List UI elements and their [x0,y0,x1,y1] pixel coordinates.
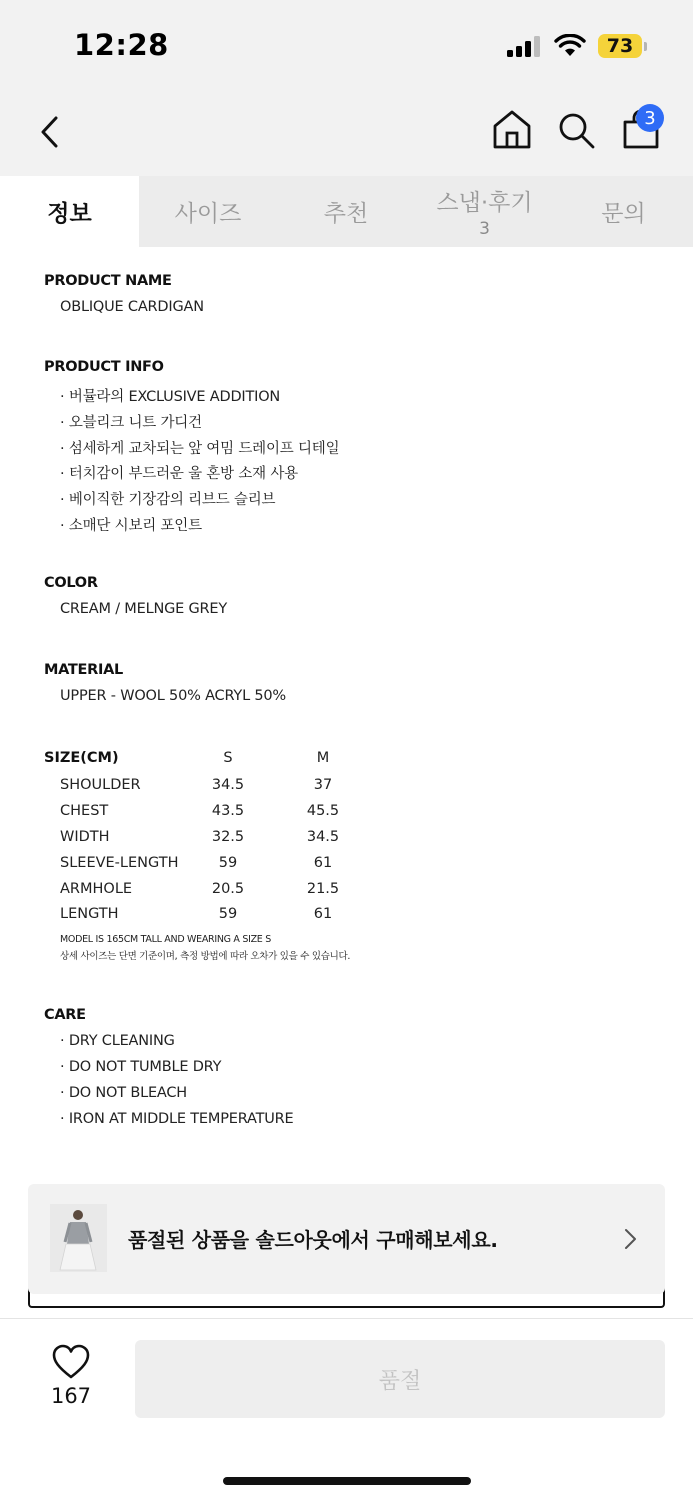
soldout-button[interactable]: 품절 [135,1340,665,1418]
chevron-right-icon[interactable] [620,1226,640,1252]
product-info-item: · 섬세하게 교차되는 앞 여밈 드레이프 디테일 [60,441,340,457]
tab-inquiry-label: 문의 [601,201,646,227]
product-info-item: · 오블리크 니트 가디건 [60,415,202,431]
product-info-item: · 소매단 시보리 포인트 [60,518,202,534]
tab-inquiry[interactable] [554,176,693,247]
search-icon[interactable] [556,110,596,150]
tab-recommend-label: 추천 [323,201,369,227]
product-name: OBLIQUE CARDIGAN [60,299,204,315]
tab-size[interactable] [139,176,277,247]
size-note-model: MODEL IS 165CM TALL AND WEARING A SIZE S [60,934,271,945]
size-m-value: 61 [313,906,333,922]
size-m-value: 61 [313,855,333,871]
product-thumbnail [50,1204,107,1272]
tab-size-label: 사이즈 [174,201,242,227]
table-row [0,881,693,901]
home-icon[interactable] [491,108,533,150]
size-m-value: 21.5 [306,881,340,897]
status-icons [506,32,647,60]
table-row [0,777,693,797]
product-info-item: · 버뮬라의 EXCLUSIVE ADDITION [60,389,281,405]
size-column-m: M [316,750,330,766]
battery-tip [644,42,647,51]
size-title: SIZE(CM) [44,750,119,766]
size-row-label: SHOULDER [60,777,141,793]
care-item: · DRY CLEANING [60,1033,175,1049]
size-m-value: 37 [313,777,333,793]
size-column-s: S [223,750,233,766]
tab-snap-review-label: 스냅·후기 [436,190,533,216]
size-s-value: 34.5 [211,777,245,793]
material-value: UPPER - WOOL 50% ACRYL 50% [60,688,286,704]
product-info-item: · 터치감이 부드러운 울 혼방 소재 사용 [60,466,298,482]
status-bar [0,0,693,90]
tab-info-label: 정보 [47,201,92,227]
size-m-value: 34.5 [306,829,340,845]
color-title: COLOR [44,575,98,591]
care-item: · IRON AT MIDDLE TEMPERATURE [60,1111,294,1127]
product-info-item: · 베이직한 기장감의 리브드 슬리브 [60,492,276,508]
size-s-value: 43.5 [211,803,245,819]
product-name-title: PRODUCT NAME [44,273,172,289]
size-table-header [0,750,693,770]
table-row [0,803,693,823]
care-item: · DO NOT TUMBLE DRY [60,1059,222,1075]
material-title: MATERIAL [44,662,123,678]
wifi-icon [554,34,586,58]
tab-recommend[interactable] [277,176,415,247]
size-row-label: ARMHOLE [60,881,133,897]
home-indicator[interactable] [223,1477,471,1485]
care-item: · DO NOT BLEACH [60,1085,188,1101]
product-info-title: PRODUCT INFO [44,359,164,375]
size-row-label: WIDTH [60,829,110,845]
battery-icon [598,34,647,58]
size-s-value: 59 [218,906,238,922]
table-row [0,855,693,875]
model-thumbnail-image [50,1204,107,1272]
size-note-measurement: 상세 사이즈는 단면 기준이며, 측정 방법에 따라 오차가 있을 수 있습니다. [60,951,351,962]
nav-bar [0,90,693,176]
table-row [0,829,693,849]
bottom-bar-divider [0,1318,693,1319]
status-time: 12:28 [74,28,169,62]
like-count: 167 [50,1384,92,1408]
table-row [0,906,693,926]
tab-snap-review[interactable] [415,176,554,247]
product-tabs [0,176,693,247]
size-m-value: 45.5 [306,803,340,819]
back-chevron-icon[interactable] [34,112,68,152]
size-s-value: 59 [218,855,238,871]
size-row-label: SLEEVE-LENGTH [60,855,179,871]
size-s-value: 32.5 [211,829,245,845]
size-s-value: 20.5 [211,881,245,897]
size-row-label: CHEST [60,803,109,819]
battery-level: 73 [598,34,642,58]
signal-icon [506,34,542,58]
tab-snap-review-count: 3 [479,219,490,239]
size-row-label: LENGTH [60,906,119,922]
tab-info[interactable] [0,176,139,247]
heart-icon[interactable] [52,1344,90,1380]
soldout-banner-text: 품절된 상품을 솔드아웃에서 구매해보세요. [128,1228,498,1252]
color-value: CREAM / MELNGE GREY [60,601,228,617]
care-title: CARE [44,1007,86,1023]
cart-count-badge[interactable]: 3 [636,104,664,132]
